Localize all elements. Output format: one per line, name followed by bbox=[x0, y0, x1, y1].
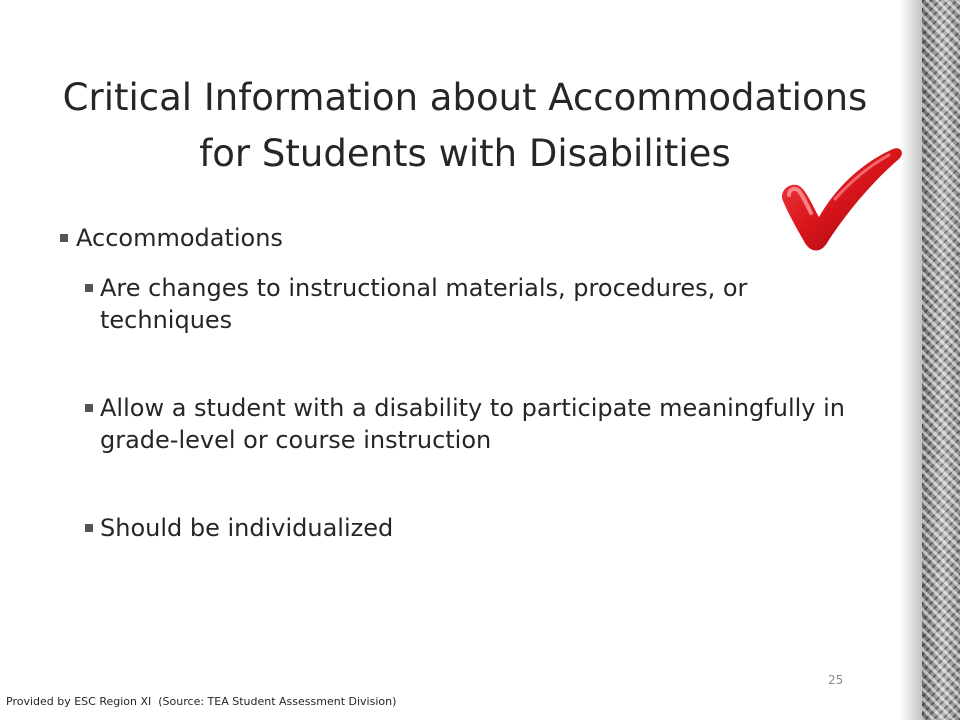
bullet-text: Allow a student with a disability to participate meaningfully in grade-level or course instruction bbox=[100, 394, 845, 454]
slide-title-line-1: Critical Information about Accommodations bbox=[62, 76, 868, 119]
square-bullet-icon bbox=[85, 524, 93, 532]
list-item bbox=[58, 222, 858, 254]
list-item bbox=[58, 272, 858, 336]
slide-title bbox=[30, 70, 900, 182]
decorative-border-strip bbox=[922, 0, 960, 720]
footer-credit: Provided by ESC Region XI (Source: TEA Student Assessment Division) bbox=[6, 695, 397, 708]
bullet-list bbox=[58, 222, 858, 544]
square-bullet-icon bbox=[85, 284, 93, 292]
decorative-border-shadow bbox=[900, 0, 922, 720]
list-item bbox=[58, 512, 858, 544]
square-bullet-icon bbox=[60, 234, 68, 242]
bullet-text: Are changes to instructional materials, procedures, or techniques bbox=[100, 274, 748, 334]
slide-number: 25 bbox=[828, 673, 844, 687]
slide-title-line-2: for Students with Disabilities bbox=[199, 132, 731, 175]
bullet-text: Accommodations bbox=[76, 224, 283, 252]
bullet-text: Should be individualized bbox=[100, 514, 394, 542]
list-item bbox=[58, 392, 858, 456]
square-bullet-icon bbox=[85, 404, 93, 412]
